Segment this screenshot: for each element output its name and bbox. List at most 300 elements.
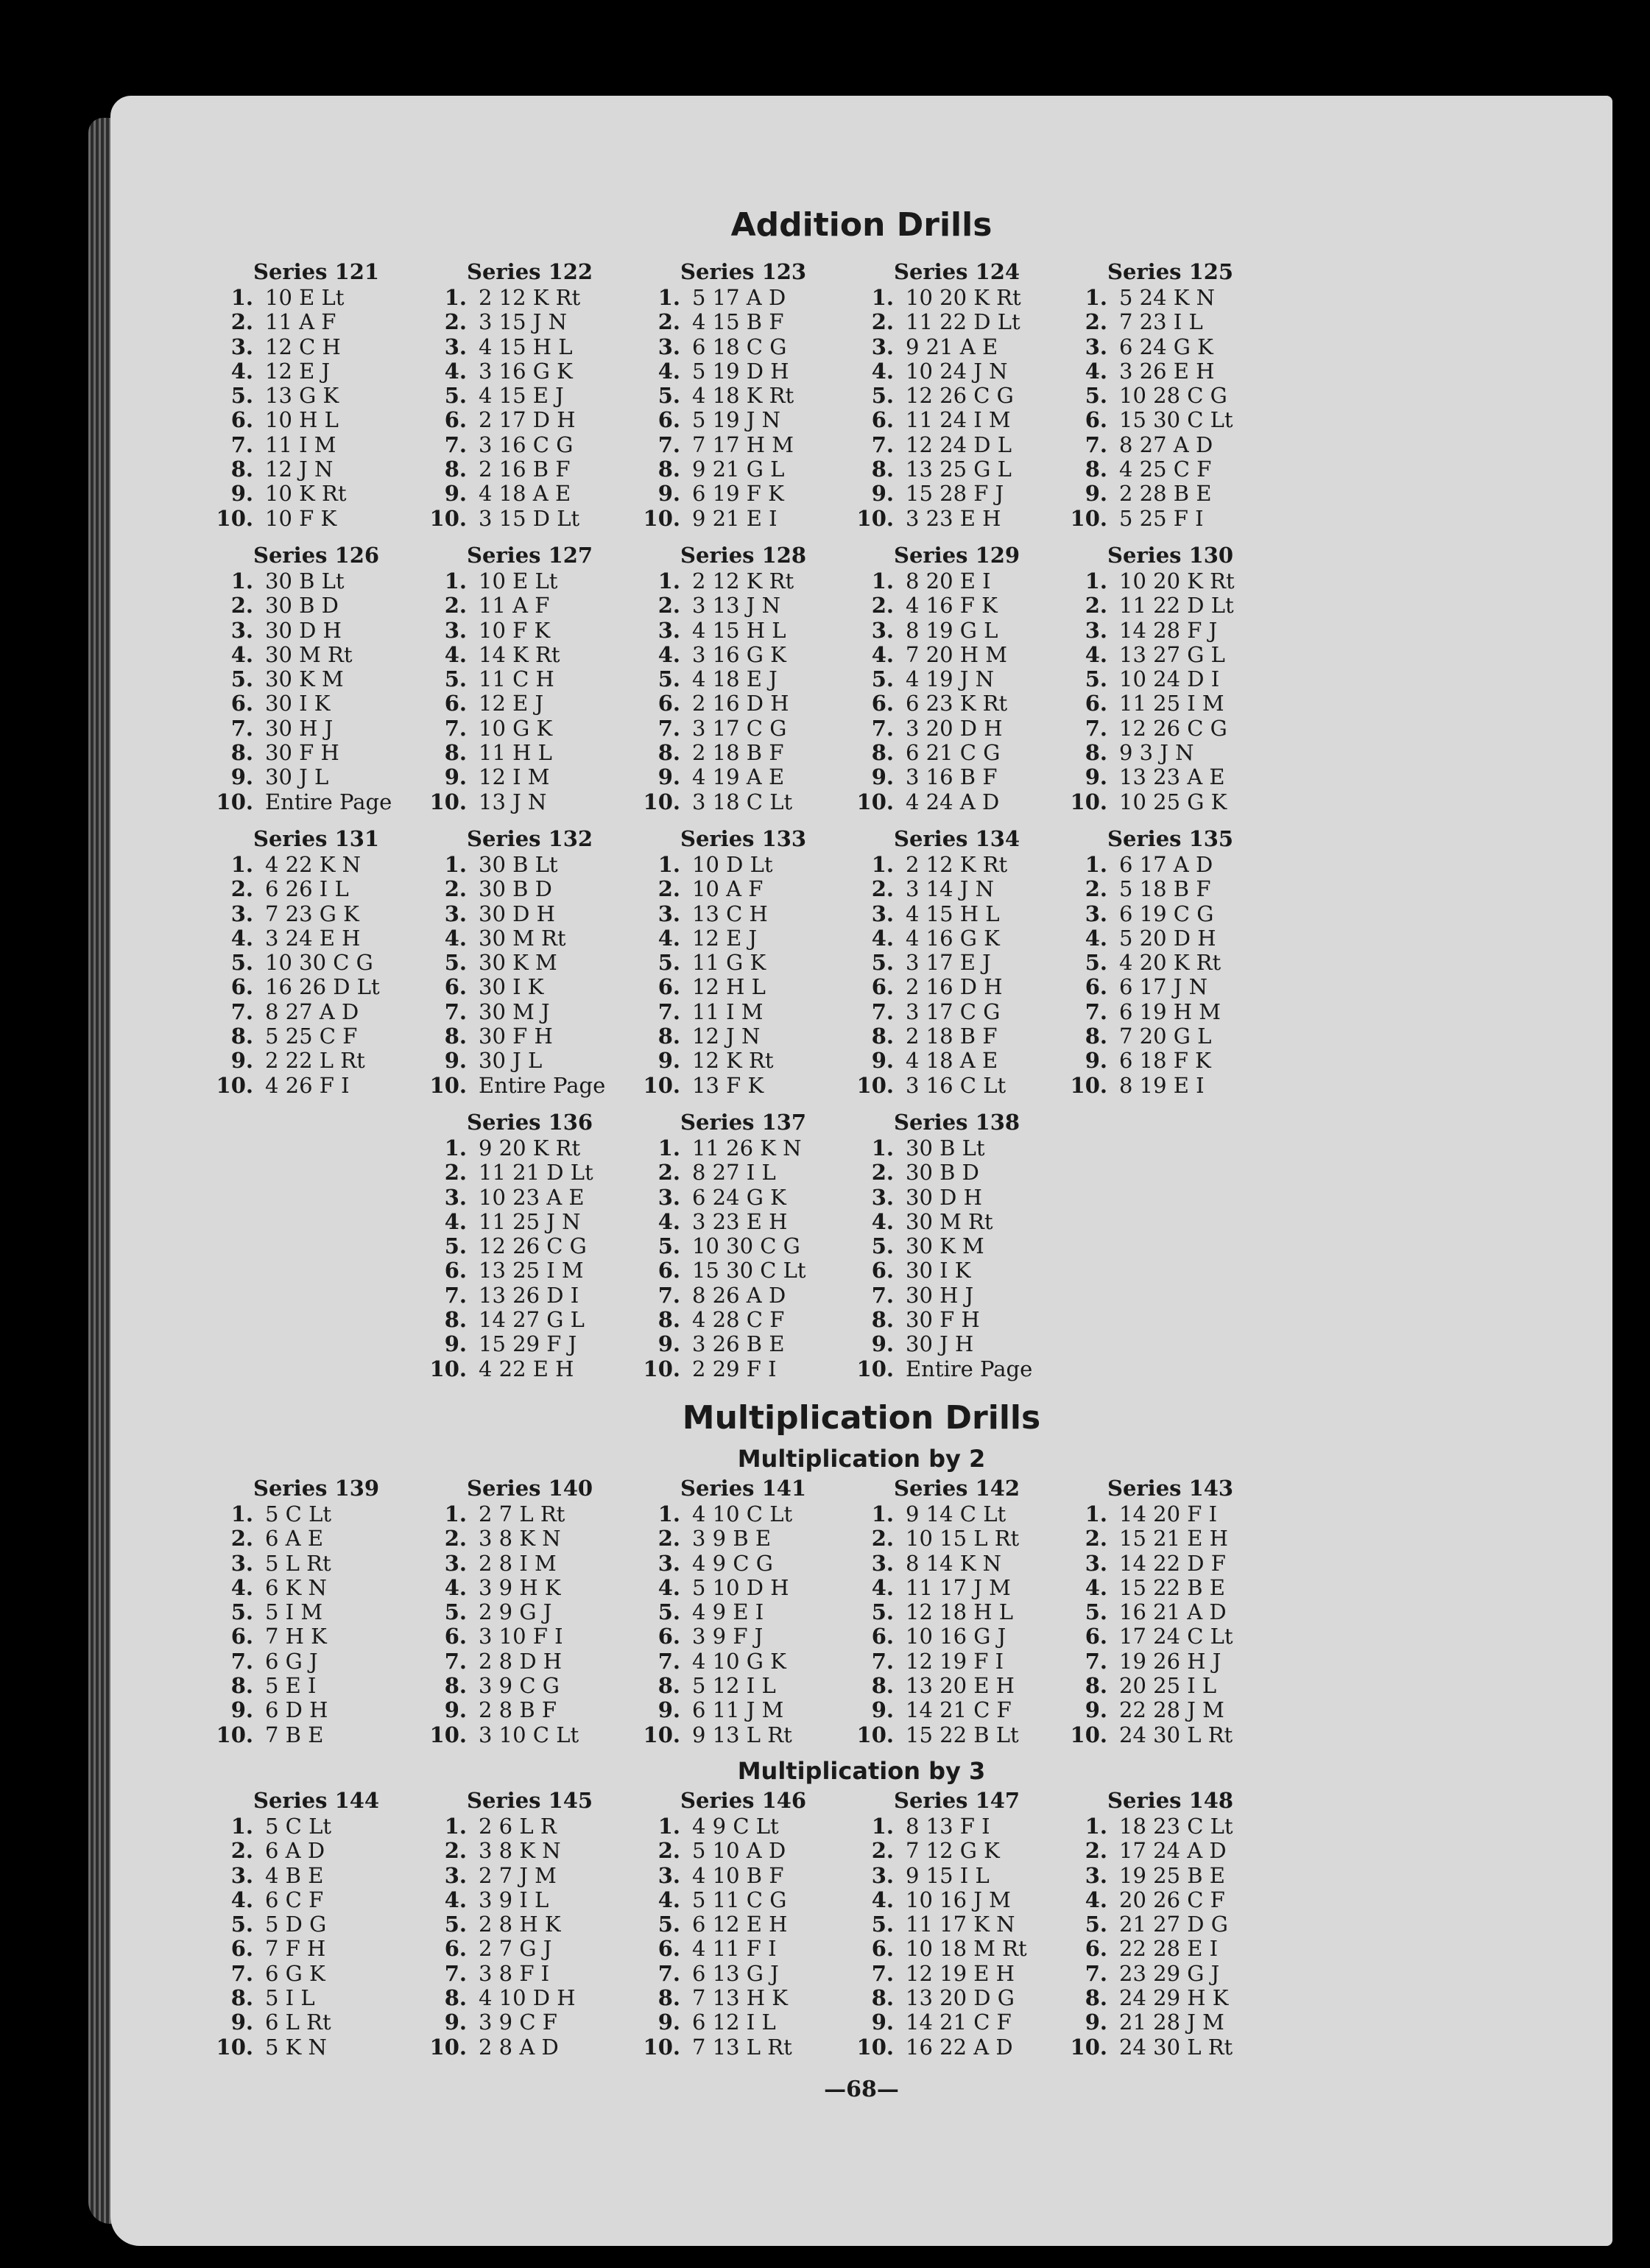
row-number: 8. (230, 1985, 253, 2011)
drill-row (206, 1674, 379, 1698)
row-number: 1. (444, 1814, 467, 1839)
drill-row (847, 359, 1021, 384)
drill-row (206, 716, 392, 741)
drill-row (1060, 310, 1233, 334)
drill-row (633, 433, 806, 457)
row-number: 6. (657, 1936, 680, 1962)
row-number: 9. (444, 481, 467, 507)
drill-row (847, 1074, 1020, 1098)
drill-item: 21 27 D G (1119, 1912, 1228, 1937)
row-number: 8. (871, 740, 894, 766)
drill-row (420, 1814, 593, 1839)
drill-row (206, 1814, 379, 1839)
row-number: 8. (230, 1673, 253, 1699)
row-number: 10. (643, 1356, 680, 1381)
drill-row (420, 1258, 593, 1283)
drill-item: 12 C H (265, 334, 341, 359)
drill-row (847, 926, 1020, 951)
row-number: 5. (1085, 1599, 1107, 1625)
drill-item: 22 28 E I (1119, 1936, 1219, 1962)
row-number: 5. (1085, 1912, 1107, 1937)
series-title: Series 133 (680, 826, 807, 851)
row-number: 7. (444, 432, 467, 457)
drill-item: 5 C Lt (265, 1814, 331, 1839)
drill-item: 3 13 J N (692, 593, 781, 619)
drill-item: 4 26 F I (265, 1072, 350, 1098)
drill-row (1060, 1839, 1233, 1863)
row-number: 3. (657, 1862, 680, 1888)
drill-item: 4 18 A E (479, 481, 571, 507)
drill-item: 13 26 D I (479, 1282, 579, 1308)
drill-row (633, 335, 806, 359)
drill-row (1060, 877, 1233, 901)
drill-row (847, 335, 1021, 359)
drill-item: 9 15 I L (906, 1862, 990, 1888)
drill-item: 8 27 A D (1119, 432, 1213, 457)
row-number: 7. (657, 1282, 680, 1308)
drill-row (420, 1674, 593, 1698)
drill-row (420, 1526, 593, 1551)
drill-row (633, 667, 806, 691)
drill-row (1060, 1937, 1233, 1961)
drill-item: 6 L Rt (265, 2010, 331, 2035)
drill-item: Entire Page (906, 1356, 1033, 1381)
drill-item: 17 24 C Lt (1119, 1624, 1233, 1649)
row-number: 3. (230, 1550, 253, 1576)
drill-item: 4 15 H L (479, 334, 573, 359)
series-block (1060, 541, 1235, 814)
series-block (847, 1108, 1032, 1381)
row-number: 10. (643, 1722, 680, 1747)
drill-row (847, 1308, 1032, 1332)
drill-item: 14 21 C F (906, 1697, 1012, 1723)
drill-row (206, 384, 379, 408)
row-number: 2. (444, 309, 467, 335)
drill-item: 5 I L (265, 1985, 315, 2011)
row-number: 9. (657, 481, 680, 507)
drill-item: 14 20 F I (1119, 1501, 1218, 1526)
row-number: 3. (444, 617, 467, 643)
drill-item: 30 M Rt (479, 925, 566, 951)
drill-item: 5 11 C G (692, 1887, 787, 1912)
series-title: Series 134 (894, 826, 1020, 851)
drill-item: 3 20 D H (906, 715, 1003, 741)
drill-item: 4 18 A E (906, 1048, 998, 1074)
drill-item: 2 8 D H (479, 1648, 563, 1674)
row-number: 4. (871, 1887, 894, 1912)
drill-item: 2 12 K Rt (692, 568, 794, 594)
drill-row (847, 1962, 1027, 1986)
row-number: 9. (1085, 481, 1107, 507)
row-number: 2. (657, 1838, 680, 1864)
drill-item: 4 15 E J (479, 383, 564, 409)
drill-row (420, 877, 605, 901)
drill-row (847, 1332, 1032, 1356)
drill-item: 4 10 C Lt (692, 1501, 793, 1526)
drill-item: 15 22 B Lt (906, 1722, 1019, 1747)
row-number: 8. (871, 1985, 894, 2011)
row-number: 9. (871, 2010, 894, 2035)
drill-row (206, 310, 379, 334)
series-block (633, 825, 806, 1098)
drill-item: 3 23 E H (906, 505, 1001, 531)
drill-item: 7 20 G L (1119, 1024, 1212, 1049)
drill-item: 10 16 G J (906, 1624, 1006, 1649)
drill-item: 5 K N (265, 2034, 327, 2060)
row-number: 5. (871, 383, 894, 409)
row-number: 2. (657, 593, 680, 619)
drill-row (633, 1049, 806, 1073)
series-title: Series 121 (253, 259, 380, 284)
drill-item: 6 11 J M (692, 1697, 784, 1723)
row-number: 7. (871, 999, 894, 1024)
drill-row (633, 1000, 806, 1024)
series-block (206, 258, 379, 531)
row-number: 2. (230, 593, 253, 619)
drill-row (633, 507, 806, 531)
drill-row (420, 1024, 605, 1049)
row-number: 4. (230, 1887, 253, 1912)
drill-row (206, 359, 379, 384)
drill-row (420, 790, 593, 814)
row-number: 2. (657, 309, 680, 335)
drill-item: 4 9 E I (692, 1599, 764, 1625)
drill-row (206, 741, 392, 765)
drill-row (847, 1864, 1027, 1888)
row-number: 1. (657, 1501, 680, 1526)
row-number: 5. (657, 950, 680, 976)
row-number: 2. (444, 1526, 467, 1552)
series-title: Series 144 (253, 1788, 380, 1813)
drill-item: 4 9 C Lt (692, 1814, 779, 1839)
row-number: 1. (230, 568, 253, 594)
drill-item: 20 25 I L (1119, 1673, 1217, 1699)
series-block (206, 1786, 379, 2060)
row-number: 7. (230, 715, 253, 741)
drill-row (206, 457, 379, 482)
drill-row (206, 1576, 379, 1600)
row-number: 10. (429, 2034, 467, 2060)
row-number: 5. (657, 1233, 680, 1259)
drill-row (206, 691, 392, 716)
row-number: 9. (871, 1331, 894, 1357)
drill-row (633, 482, 806, 506)
drill-item: 3 26 B E (692, 1331, 785, 1357)
row-number: 1. (657, 285, 680, 310)
row-number: 4. (871, 925, 894, 951)
row-number: 6. (1085, 691, 1107, 716)
row-number: 3. (230, 617, 253, 643)
row-number: 4. (871, 358, 894, 384)
row-number: 9. (230, 2010, 253, 2035)
series-block (1060, 825, 1233, 1098)
row-number: 4. (444, 358, 467, 384)
drill-item: 2 16 D H (906, 974, 1003, 1000)
drill-item: 10 G K (479, 715, 553, 741)
row-number: 7. (657, 1960, 680, 1986)
drill-item: 2 7 L Rt (479, 1501, 565, 1526)
drill-row (206, 1888, 379, 1912)
drill-item: 2 8 H K (479, 1912, 561, 1937)
drill-item: 3 15 J N (479, 309, 568, 335)
drill-item: 4 22 E H (479, 1356, 574, 1381)
drill-item: 30 I K (906, 1258, 971, 1283)
drill-row (1060, 1576, 1233, 1600)
row-number: 5. (657, 1599, 680, 1625)
drill-item: 4 19 A E (692, 764, 785, 790)
series-title: Series 122 (467, 259, 593, 284)
row-number: 2. (444, 593, 467, 619)
drill-item: 30 F H (479, 1024, 553, 1049)
drill-row (420, 643, 593, 667)
drill-item: 12 24 D L (906, 432, 1012, 457)
drill-item: 10 E Lt (265, 285, 345, 310)
drill-item: 6 A D (265, 1838, 325, 1864)
row-number: 1. (230, 285, 253, 310)
row-number: 6. (871, 691, 894, 716)
series-block (206, 541, 392, 814)
drill-item: 30 J L (265, 764, 329, 790)
row-number: 8. (1085, 1673, 1107, 1699)
row-number: 10. (1070, 505, 1107, 531)
drill-item: 7 B E (265, 1722, 324, 1747)
row-number: 5. (230, 950, 253, 976)
series-title: Series 138 (894, 1110, 1020, 1135)
drill-item: 10 H L (265, 407, 339, 433)
drill-item: 12 K Rt (692, 1048, 774, 1074)
row-number: 8. (1085, 1024, 1107, 1049)
drill-item: 19 26 H J (1119, 1648, 1221, 1674)
drill-row (633, 1332, 806, 1356)
drill-item: 30 F H (906, 1307, 980, 1333)
drill-row (1060, 1649, 1233, 1674)
drill-item: 6 19 F K (692, 481, 784, 507)
drill-row (847, 619, 1020, 643)
drill-row (1060, 1502, 1233, 1526)
row-number: 4. (230, 641, 253, 667)
row-number: 2. (230, 1526, 253, 1552)
drill-row (206, 482, 379, 506)
drill-row (633, 926, 806, 951)
row-number: 2. (871, 1526, 894, 1552)
drill-item: 7 23 G K (265, 901, 359, 926)
row-number: 1. (871, 568, 894, 594)
drill-item: 6 12 I L (692, 2010, 776, 2035)
drill-item: 13 20 E H (906, 1673, 1015, 1699)
drill-row (633, 1258, 806, 1283)
drill-item: 3 9 F J (692, 1624, 764, 1649)
drill-item: 30 J L (479, 1048, 543, 1074)
row-number: 6. (1085, 1936, 1107, 1962)
drill-row (633, 1986, 806, 2010)
drill-row (1060, 975, 1233, 999)
row-number: 4. (444, 1574, 467, 1600)
row-number: 9. (871, 481, 894, 507)
drill-row (420, 1986, 593, 2010)
drill-row (847, 507, 1021, 531)
drill-row (633, 951, 806, 975)
drill-row (633, 1502, 806, 1526)
drill-item: 30 B Lt (479, 852, 558, 877)
drill-item: 15 30 C Lt (692, 1258, 806, 1283)
drill-item: 13 23 A E (1119, 764, 1225, 790)
drill-item: 8 26 A D (692, 1282, 786, 1308)
drill-item: 12 E J (265, 358, 331, 384)
drill-item: 15 30 C Lt (1119, 407, 1233, 433)
drill-row (420, 1332, 593, 1356)
row-number: 9. (1085, 1048, 1107, 1074)
drill-row (1060, 951, 1233, 975)
drill-row (206, 408, 379, 432)
row-number: 2. (1085, 309, 1107, 335)
series-block (633, 1474, 806, 1747)
row-number: 2. (657, 1160, 680, 1186)
drill-item: 11 H L (479, 740, 552, 766)
row-number: 6. (871, 1936, 894, 1962)
drill-row (1060, 619, 1235, 643)
drill-row (633, 975, 806, 999)
drill-row (847, 790, 1020, 814)
drill-row (420, 716, 593, 741)
drill-item: 2 29 F I (692, 1356, 777, 1381)
row-number: 4. (1085, 641, 1107, 667)
row-number: 2. (1085, 876, 1107, 902)
drill-item: 8 27 I L (692, 1160, 776, 1186)
drill-row (1060, 1674, 1233, 1698)
row-number: 3. (871, 1862, 894, 1888)
drill-item: 2 18 B F (906, 1024, 998, 1049)
row-number: 6. (871, 407, 894, 433)
row-number: 3. (657, 1550, 680, 1576)
drill-item: 12 26 C G (479, 1233, 587, 1259)
drill-row (206, 765, 392, 789)
drill-row (420, 2035, 593, 2060)
row-number: 8. (871, 1024, 894, 1049)
drill-item: 3 15 D Lt (479, 505, 580, 531)
drill-item: 10 F K (265, 505, 337, 531)
drill-row (633, 1723, 806, 1747)
drill-row (420, 951, 605, 975)
drill-item: 8 19 E I (1119, 1072, 1205, 1098)
drill-item: 4 22 K N (265, 852, 362, 877)
drill-item: 4 15 B F (692, 309, 784, 335)
drill-row (1060, 926, 1233, 951)
drill-item: 5 12 I L (692, 1673, 776, 1699)
drill-item: 4 15 H L (692, 617, 786, 643)
row-number: 7. (1085, 432, 1107, 457)
series-block (420, 1108, 593, 1381)
row-number: 7. (871, 1960, 894, 1986)
drill-item: 3 17 E J (906, 950, 991, 976)
drill-row (420, 1912, 593, 1937)
page-number: —68— (824, 2077, 899, 2102)
row-number: 10. (856, 2034, 894, 2060)
row-number: 6. (230, 691, 253, 716)
series-title: Series 139 (253, 1476, 380, 1501)
series-block (847, 541, 1020, 814)
row-number: 2. (230, 309, 253, 335)
drill-item: 2 7 G J (479, 1936, 552, 1962)
drill-item: 8 14 K N (906, 1550, 1002, 1576)
drill-item: 15 21 E H (1119, 1526, 1228, 1552)
row-number: 3. (444, 334, 467, 359)
drill-row (420, 902, 605, 926)
drill-row (420, 1308, 593, 1332)
row-number: 9. (1085, 1697, 1107, 1723)
series-title: Series 135 (1107, 826, 1234, 851)
drill-item: 20 26 C F (1119, 1887, 1225, 1912)
row-number: 1. (444, 568, 467, 594)
row-number: 6. (657, 691, 680, 716)
drill-item: 3 26 E H (1119, 358, 1215, 384)
series-title: Series 136 (467, 1110, 593, 1135)
drill-item: 30 K M (265, 666, 344, 692)
drill-item: 2 6 L R (479, 1814, 557, 1839)
drill-row (633, 1234, 806, 1258)
row-number: 4. (657, 1574, 680, 1600)
drill-row (1060, 286, 1233, 310)
row-number: 5. (444, 383, 467, 409)
drill-row (1060, 1526, 1233, 1551)
drill-item: 6 K N (265, 1574, 327, 1600)
row-number: 5. (657, 1912, 680, 1937)
series-block (420, 825, 605, 1098)
row-number: 3. (230, 901, 253, 926)
drill-row (1060, 741, 1235, 765)
drill-row (206, 1962, 379, 1986)
drill-item: 3 9 H K (479, 1574, 561, 1600)
drill-item: 2 9 G J (479, 1599, 552, 1625)
drill-row (633, 1210, 806, 1234)
drill-item: 10 D Lt (692, 852, 773, 877)
drill-item: 30 B D (265, 593, 339, 619)
drill-item: 6 G K (265, 1960, 325, 1986)
drill-item: 4 28 C F (692, 1307, 785, 1333)
row-number: 8. (657, 740, 680, 766)
row-number: 7. (1085, 1960, 1107, 1986)
drill-item: 2 8 I M (479, 1550, 557, 1576)
drill-row (206, 1649, 379, 1674)
row-number: 2. (871, 1838, 894, 1864)
drill-row (206, 1937, 379, 1961)
drill-item: 8 27 A D (265, 999, 359, 1024)
drill-row (847, 1161, 1032, 1185)
drill-item: 30 I K (479, 974, 544, 1000)
row-number: 8. (230, 740, 253, 766)
drill-row (847, 853, 1020, 877)
row-number: 7. (871, 1648, 894, 1674)
series-title: Series 130 (1107, 543, 1234, 568)
drill-row (633, 310, 806, 334)
row-number: 8. (1085, 457, 1107, 482)
row-number: 3. (657, 1184, 680, 1210)
row-number: 1. (444, 1501, 467, 1526)
row-number: 3. (1085, 1550, 1107, 1576)
row-number: 3. (871, 1550, 894, 1576)
drill-item: 30 K M (479, 950, 557, 976)
drill-row (633, 790, 806, 814)
drill-item: 11 G K (692, 950, 766, 976)
drill-row (420, 1576, 593, 1600)
drill-row (633, 1161, 806, 1185)
drill-item: 14 27 G L (479, 1307, 585, 1333)
drill-row (420, 482, 593, 506)
drill-row (420, 286, 593, 310)
row-number: 7. (230, 1648, 253, 1674)
drill-row (847, 902, 1020, 926)
drill-item: 2 7 J M (479, 1862, 557, 1888)
drill-item: 12 E J (479, 691, 544, 716)
